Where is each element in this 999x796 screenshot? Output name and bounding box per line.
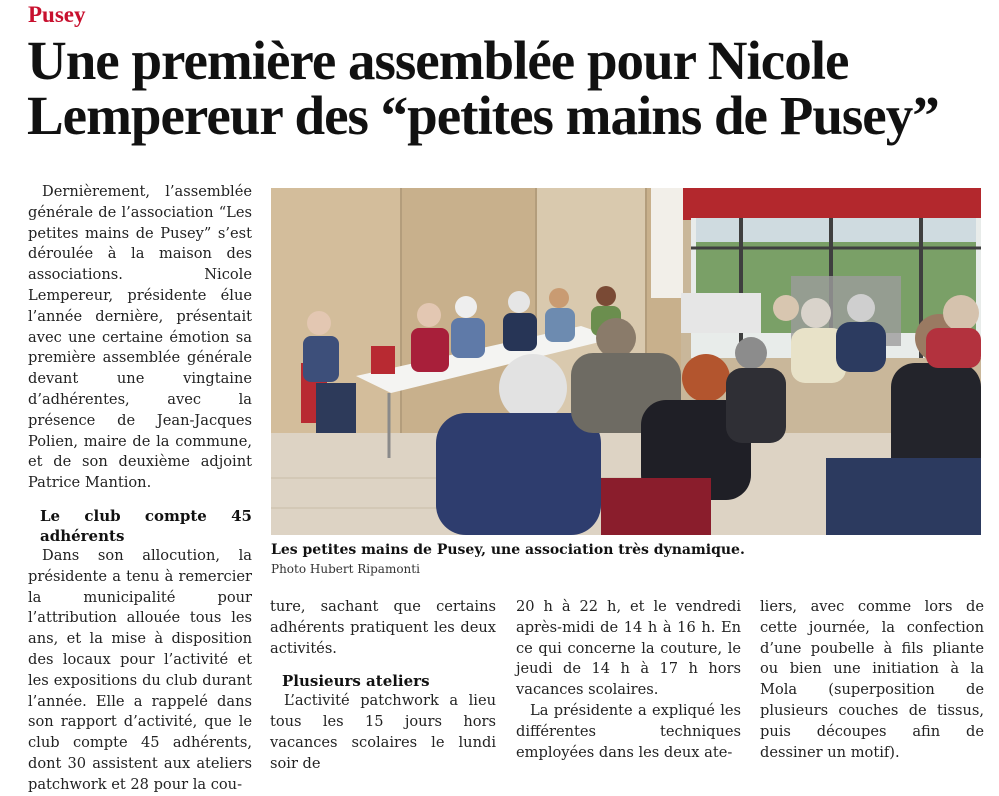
subheading: Plusieurs ateliers [282, 672, 430, 691]
paragraph: Dernièrement, l’assemblée générale de l’association “Les petites mains de Pusey” s’est déroulée à la maison des associations. Nicole Lempereur, présidente élue l’année dernière, présentait avec une certaine émotion sa première assemblée générale devant une vingtaine d’adhérentes, avec la présence de Jean-Jacques Polien, maire de la commune, et de son deuxième adjoint Patrice Mantion. [28, 183, 252, 492]
article-headline: Une première assemblée pour Nicole Lempereur des “petites mains de Pusey” [27, 30, 939, 146]
article-column-4 [760, 597, 984, 763]
photo-credit: Photo Hubert Ripamonti [271, 562, 420, 576]
article-photo [271, 188, 981, 535]
article-column-2 [270, 597, 496, 775]
paragraph: Dans son allocution, la présidente a tenu à remercier la municipalité pour l’attribution allouée tous les ans, et la mise à disposition des locaux pour l’activité et les expositions du club durant l’année. Elle a rappelé dans son rapport d’activité, que le club compte 45 adhérents, dont 30 assistent aux ateliers patchwork et 28 pour la cou- [28, 546, 252, 793]
group-meeting-illustration [271, 188, 981, 535]
subheading: Le club compte 45 adhérents [40, 506, 252, 545]
article-column-3 [516, 597, 741, 763]
paragraph: liers, avec comme lors de cette journée, la confection d’une poubelle à fils pliante ou bien une initiation à la Mola (superposition de plusieurs couches de tissus, puis découpes afin de dessiner un motif). [760, 598, 984, 761]
paragraph: ture, sachant que certains adhérents pratiquent les deux activités. [270, 598, 496, 657]
paragraph: La présidente a expliqué les différentes techniques employées dans les deux ate- [516, 701, 741, 761]
paragraph: L’activité patchwork a lieu tous les 15 jours hors vacances scolaires le lundi soir de [270, 692, 496, 772]
section-kicker: Pusey [28, 2, 86, 27]
paragraph: 20 h à 22 h, et le vendredi après-midi de 14 h à 16 h. En ce qui concerne la couture, le jeudi de 14 h à 17 h hors vacances scolaires. [516, 598, 741, 699]
photo-caption: Les petites mains de Pusey, une association très dynamique. [271, 542, 745, 558]
article-column-1 [28, 182, 252, 796]
